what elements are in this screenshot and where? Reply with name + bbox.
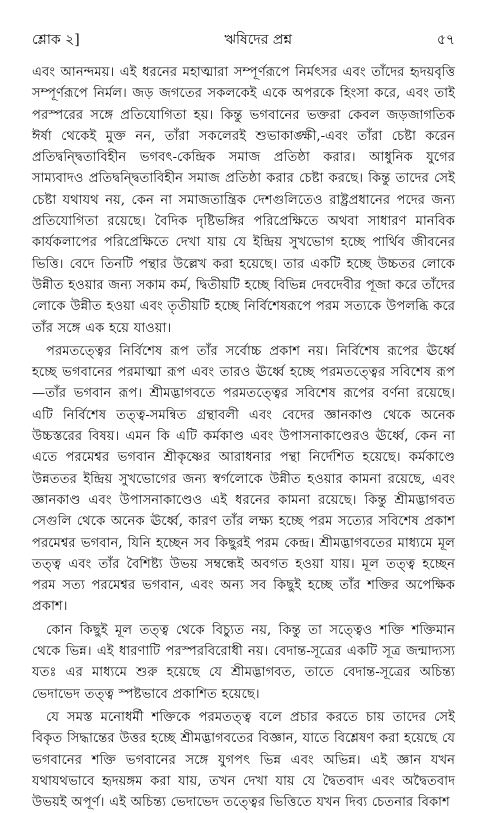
chapter-title: ঋষিদের প্রশ্ন xyxy=(224,32,293,48)
page-body xyxy=(32,62,455,813)
verse-reference: শ্লোক ২] xyxy=(32,32,80,48)
page-number: ৫৭ xyxy=(436,32,455,48)
running-header xyxy=(32,0,455,56)
paragraph: যে সমস্ত মনোধর্মী শক্তিকে পরমতত্ত্ব বলে প্রচার করতে চায় তাদের সেই বিকৃত সিদ্ধান্তের উত্তর হচ্ছে শ্রীমদ্ভাগবতের বিজ্ঞান, যাতে বিশ্লেষণ করা হয়েছে যে ভগবানের শক্তি ভগবানের সঙ্গে যুগপৎ ভিন্ন এবং অভিন্ন। এই জ্ঞান যখন যথাযথভাবে হৃদয়ঙ্গম করা যায়, তখন দেখা যায় যে দ্বৈতবাদ এবং অদ্বৈতবাদ উভয়ই অপূর্ণ। এই অচিন্ত্য ভেদাভেদ তত্ত্বের ভিত্তিতে যখন দিব্য চেতনার বিকাশ xyxy=(32,709,455,811)
paragraph: পরমতত্ত্বের নির্বিশেষ রূপ তাঁর সর্বোচ্চ প্রকাশ নয়। নির্বিশেষ রূপের ঊর্ধ্বে হচ্ছে ভগবানের পরমাত্মা রূপ এবং তারও ঊর্ধ্বে হচ্ছে পরমতত্ত্বের সবিশেষ রূপ—তাঁর ভগবান রূপ। শ্রীমদ্ভাগবতে পরমতত্ত্বের সবিশেষ রূপের বর্ণনা রয়েছে। এটি নির্বিশেষ তত্ত্ব-সমন্বিত গ্রন্থাবলী এবং বেদের জ্ঞানকাণ্ড থেকে অনেক উচ্চস্তরের বিষয়। এমন কি এটি কর্মকাণ্ড এবং উপাসনাকাণ্ডেরও ঊর্ধ্বে, কেন না এতে পরমেশ্বর ভগবান শ্রীকৃষ্ণের আরাধনার পন্থা নির্দেশিত হয়েছে। কর্মকাণ্ডে উন্নততর ইন্দ্রিয় সুখভোগের জন্য স্বর্গলোকে উন্নীত হওয়ার কামনা রয়েছে, এবং জ্ঞানকাণ্ড এবং উপাসনাকাণ্ডেও এই ধরনের কামনা রয়েছে। কিন্তু শ্রীমদ্ভাগবত সেগুলি থেকে অনেক ঊর্ধ্বে, কারণ তাঁর লক্ষ্য হচ্ছে পরম সত্যের সবিশেষ প্রকাশ পরমেশ্বর ভগবান, যিনি হচ্ছেন সব কিছুরই পরম কেন্দ্র। শ্রীমদ্ভাগবতের মাধ্যমে মূল তত্ত্ব এবং তাঁর বৈশিষ্ট্য উভয় সম্বন্ধেই অবগত হওয়া যায়। মূল তত্ত্ব হচ্ছেন পরম সত্য পরমেশ্বর ভগবান, এবং অন্য সব কিছুই হচ্ছে তাঁর শক্তির অপেক্ষিক প্রকাশ। xyxy=(32,343,455,615)
paragraph: কোন কিছুই মূল তত্ত্ব থেকে বিচ্যুত নয়, কিন্তু তা সত্ত্বেও শক্তি শক্তিমান থেকে ভিন্ন। এই ধারণাটি পরস্পরবিরোধী নয়। বেদান্ত-সূত্রের একটি সূত্র জন্মাদ্যস্য যতঃ এর মাধ্যমে শুরু হয়েছে যে শ্রীমদ্ভাগবত, তাতে বেদান্ত-সূত্রের অচিন্ত্য ভেদাভেদ তত্ত্ব স্পষ্টভাবে প্রকাশিত হয়েছে। xyxy=(32,622,455,702)
paragraph: এবং আনন্দময়। এই ধরনের মহাত্মারা সম্পূর্ণরূপে নির্মৎসর এবং তাঁদের হৃদয়বৃত্তি সম্পূর্ণরূপে নির্মল। জড় জগতের সকলকেই একে অপরকে হিংসা করে, এবং তাই পরস্পরের সঙ্গে প্রতিযোগিতা হয়। কিন্তু ভগবানের ভক্তরা কেবল জড়জাগতিক ঈর্ষা থেকেই মুক্ত নন, তাঁরা সকলেরই শুভাকাঙ্ক্ষী,-এবং তাঁরা চেষ্টা করেন প্রতিদ্বন্দ্বিতাবিহীন ভগবৎ-কেন্দ্রিক সমাজ প্রতিষ্ঠা করার। আধুনিক যুগের সাম্যবাদও প্রতিদ্বন্দ্বিতাবিহীন সমাজ প্রতিষ্ঠা করার চেষ্টা করছে। কিন্তু তাদের সেই চেষ্টা যথাযথ নয়, কেন না সমাজতান্ত্রিক দেশগুলিতেও রাষ্ট্রপ্রধানের পদের জন্য প্রতিযোগিতা রয়েছে। বৈদিক দৃষ্টিভঙ্গির পরিপ্রেক্ষিতে অথবা সাধারণ মানবিক কার্যকলাপের পরিপ্রেক্ষিতে দেখা যায় যে ইন্দ্রিয় সুখভোগ হচ্ছে পার্থিব জীবনের ভিত্তি। বেদে তিনটি পন্থার উল্লেখ করা হয়েছে। তার একটি হচ্ছে উচ্চতর লোকে উন্নীত হওয়ার জন্য সকাম কর্ম, দ্বিতীয়টি হচ্ছে বিভিন্ন দেবদেবীর পূজা করে তাঁদের লোকে উন্নীত হওয়া এবং তৃতীয়টি হচ্ছে নির্বিশেষরূপে পরম সত্যকে উপলব্ধি করে তাঁর সঙ্গে এক হয়ে যাওয়া। xyxy=(32,65,455,336)
